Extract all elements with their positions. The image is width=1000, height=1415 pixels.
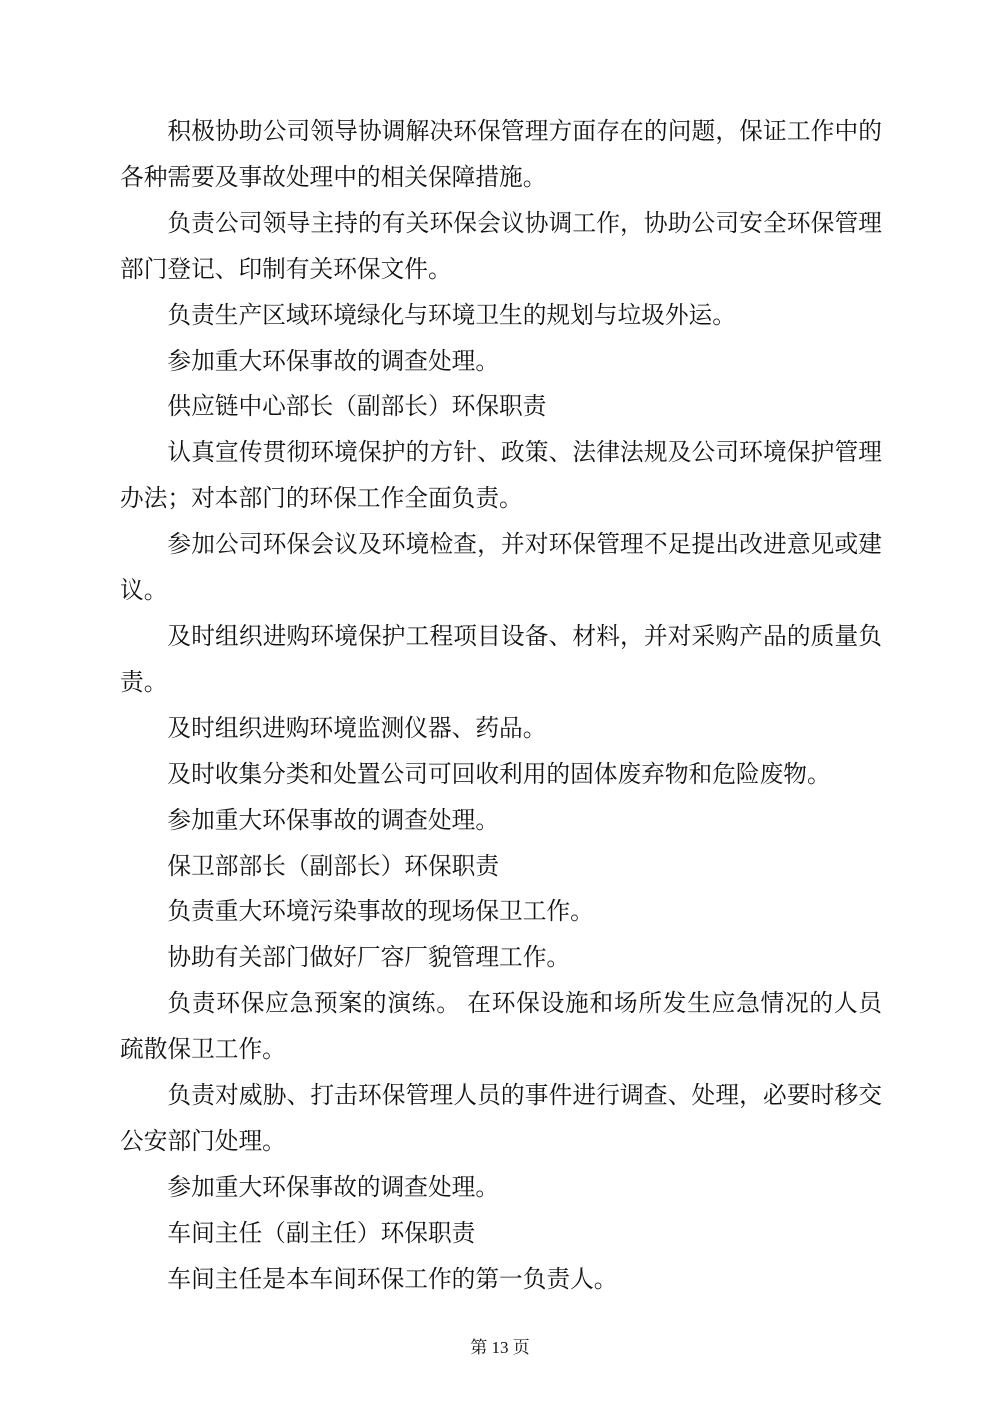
paragraph: 负责生产区域环境绿化与环境卫生的规划与垃圾外运。	[167, 302, 736, 329]
paragraph: 认真宣传贯彻环境保护的方针、政策、法律法规及公司环境保护管理办法；对本部门的环保工作全面负责。	[120, 440, 882, 513]
paragraph: 及时组织进购环境监测仪器、药品。	[167, 715, 547, 742]
paragraph: 参加重大环保事故的调查处理。	[167, 1174, 500, 1201]
paragraph: 负责对威胁、打击环保管理人员的事件进行调查、处理，必要时移交公安部门处理。	[120, 1083, 882, 1155]
paragraph: 负责重大环境污染事故的现场保卫工作。	[167, 899, 594, 926]
paragraph: 负责公司领导主持的有关环保会议协调工作，协助公司安全环保管理部门登记、印制有关环保文件。	[120, 210, 882, 283]
paragraph: 及时组织进购环境保护工程项目设备、材料，并对采购产品的质量负责。	[120, 623, 882, 696]
paragraph: 协助有关部门做好厂容厂貌管理工作。	[167, 945, 571, 972]
document-body	[120, 110, 882, 1304]
paragraph: 积极协助公司领导协调解决环保管理方面存在的问题，保证工作中的各种需要及事故处理中的相关保障措施。	[120, 119, 882, 191]
paragraph: 负责环保应急预案的演练。 在环保设施和场所发生应急情况的人员疏散保卫工作。	[120, 991, 882, 1064]
paragraph: 车间主任（副主任）环保职责	[167, 1220, 476, 1247]
page-number: 第 13 页	[470, 1338, 530, 1357]
paragraph: 车间主任是本车间环保工作的第一负责人。	[167, 1266, 618, 1293]
paragraph: 参加重大环保事故的调查处理。	[167, 807, 500, 834]
paragraph: 及时收集分类和处置公司可回收利用的固体废弃物和危险废物。	[167, 761, 831, 788]
paragraph: 供应链中心部长（副部长）环保职责	[167, 394, 547, 421]
paragraph: 参加重大环保事故的调查处理。	[167, 348, 500, 375]
paragraph: 保卫部部长（副部长）环保职责	[167, 853, 500, 880]
paragraph: 参加公司环保会议及环境检查，并对环保管理不足提出改进意见或建议。	[120, 532, 882, 605]
